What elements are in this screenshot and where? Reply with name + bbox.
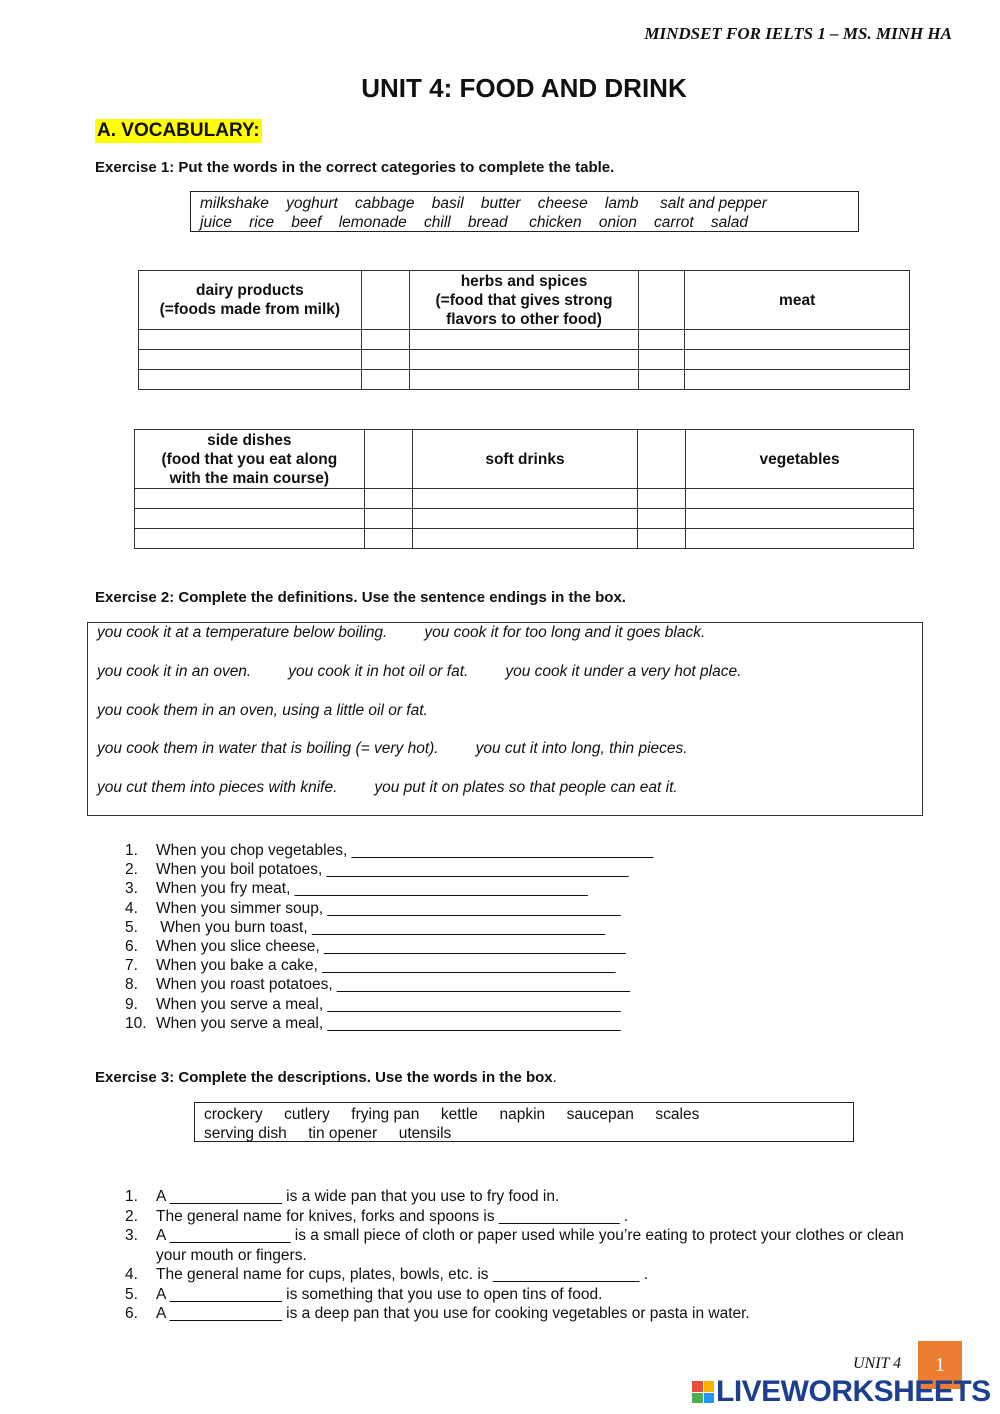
answer-cell[interactable] — [412, 509, 638, 529]
exercise-3-word-box — [194, 1102, 854, 1142]
question-item[interactable]: 3. A ______________ is a small piece of cloth or paper used while you’re eating to protect your clothes or clean your mouth or fingers. — [125, 1227, 904, 1264]
answer-cell[interactable] — [685, 350, 910, 370]
endings-row — [97, 663, 778, 681]
question-item[interactable]: 7. When you bake a cake, __________________________________ — [125, 957, 616, 975]
ending-item: you cook them in an oven, using a little oil or fat. — [97, 702, 428, 719]
table-row — [135, 529, 914, 549]
question-item[interactable]: 10. When you serve a meal, __________________________________ — [125, 1014, 621, 1032]
ending-item: you cook it in hot oil or fat. — [288, 663, 469, 680]
answer-cell[interactable] — [638, 529, 686, 549]
header-soft-drinks: soft drinks — [412, 430, 638, 489]
question-item[interactable]: 6. When you slice cheese, ___________________________________ — [125, 938, 626, 956]
answer-cell[interactable] — [685, 330, 910, 350]
question-item[interactable]: 5. When you burn toast, __________________________________ — [125, 918, 606, 936]
answer-cell[interactable] — [638, 489, 686, 509]
question-item[interactable]: 6. A _____________ is a deep pan that you use for cooking vegetables or pasta in water. — [125, 1305, 750, 1322]
header-meat: meat — [685, 271, 910, 330]
table-row — [139, 330, 910, 350]
answer-cell[interactable] — [135, 509, 365, 529]
exercise-1-word-box — [190, 191, 859, 232]
answer-cell[interactable] — [409, 370, 639, 390]
blank-cell[interactable] — [638, 430, 686, 489]
header-dairy-products: dairy products (=foods made from milk) — [139, 271, 362, 330]
endings-row — [97, 740, 725, 758]
answer-cell[interactable] — [361, 350, 409, 370]
table-row — [139, 370, 910, 390]
answer-cell[interactable] — [686, 489, 914, 509]
document-header: MINDSET FOR IELTS 1 – MS. MINH HA — [644, 24, 952, 43]
table-row — [139, 350, 910, 370]
logo-grid-icon — [692, 1381, 714, 1403]
header-herbs-and-spices: herbs and spices (=food that gives strong flavors to other food) — [409, 271, 639, 330]
answer-cell[interactable] — [686, 529, 914, 549]
header-vegetables: vegetables — [686, 430, 914, 489]
endings-row — [97, 702, 465, 720]
answer-cell[interactable] — [412, 529, 638, 549]
header-side-dishes: side dishes (food that you eat along with the main course) — [135, 430, 365, 489]
answer-cell[interactable] — [361, 330, 409, 350]
word-box-line-2: serving dish tin opener utensils — [204, 1125, 452, 1142]
ending-item: you cook it under a very hot place. — [505, 663, 742, 680]
table-row — [135, 509, 914, 529]
answer-cell[interactable] — [139, 370, 362, 390]
answer-cell[interactable] — [135, 529, 365, 549]
question-item[interactable]: 2. When you boil potatoes, ___________________________________ — [125, 861, 629, 879]
exercise-1-title: Exercise 1: Put the words in the correct categories to complete the table. — [95, 159, 615, 176]
answer-cell[interactable] — [139, 350, 362, 370]
logo-text: LIVEWORKSHEETS — [716, 1375, 991, 1408]
question-item[interactable]: 9. When you serve a meal, __________________________________ — [125, 995, 621, 1013]
answer-cell[interactable] — [364, 529, 412, 549]
exercise-3-title: Exercise 3: Complete the descriptions. Use the words in the box. — [95, 1069, 557, 1086]
question-item[interactable]: 1. When you chop vegetables, ___________________________________ — [125, 842, 654, 859]
category-table-1 — [138, 270, 910, 390]
question-item[interactable]: 2. The general name for knives, forks and spoons is ______________ . — [125, 1207, 629, 1225]
endings-row — [97, 624, 742, 642]
question-item[interactable]: 4. When you simmer soup, __________________________________ — [125, 899, 621, 917]
answer-cell[interactable] — [639, 350, 685, 370]
blank-cell[interactable] — [364, 430, 412, 489]
ending-item: you put it on plates so that people can eat it. — [374, 779, 678, 796]
question-item[interactable]: 4. The general name for cups, plates, bowls, etc. is _________________ . — [125, 1266, 649, 1283]
answer-cell[interactable] — [638, 509, 686, 529]
answer-cell[interactable] — [639, 330, 685, 350]
answer-cell[interactable] — [409, 330, 639, 350]
answer-cell[interactable] — [686, 509, 914, 529]
ending-item: you cook them in water that is boiling (= very hot). — [97, 740, 439, 757]
word-box-line-2: juice rice beef lemonade chill bread chicken onion carrot salad — [200, 214, 748, 231]
blank-cell[interactable] — [639, 271, 685, 330]
exercise-3-questions — [125, 1187, 936, 1324]
question-item[interactable]: 3. When you fry meat, __________________________________ — [125, 880, 588, 898]
word-box-line-1: crockery cutlery frying pan kettle napkin saucepan scales — [204, 1106, 700, 1123]
answer-cell[interactable] — [135, 489, 365, 509]
exercise-2-title: Exercise 2: Complete the definitions. Use the sentence endings in the box. — [95, 589, 626, 606]
question-item[interactable]: 8. When you roast potatoes, __________________________________ — [125, 976, 631, 994]
answer-cell[interactable] — [361, 370, 409, 390]
answer-cell[interactable] — [409, 350, 639, 370]
sentence-endings-box — [87, 622, 923, 816]
ending-item: you cook it for too long and it goes black. — [424, 624, 706, 641]
exercise-2-questions — [125, 841, 653, 1033]
word-box-line-1: milkshake yoghurt cabbage basil butter cheese lamb salt and pepper — [200, 195, 767, 212]
ending-item: you cut it into long, thin pieces. — [475, 740, 688, 757]
answer-cell[interactable] — [639, 370, 685, 390]
question-item[interactable]: 1. A _____________ is a wide pan that you use to fry food in. — [125, 1188, 560, 1205]
category-table-2 — [134, 429, 914, 549]
blank-cell[interactable] — [361, 271, 409, 330]
table-row — [135, 489, 914, 509]
answer-cell[interactable] — [412, 489, 638, 509]
question-item[interactable]: 5. A _____________ is something that you use to open tins of food. — [125, 1285, 603, 1303]
liveworksheets-logo[interactable] — [692, 1375, 991, 1409]
section-heading-vocabulary: A. VOCABULARY: — [97, 120, 260, 141]
ending-item: you cook it at a temperature below boiling. — [97, 624, 388, 641]
unit-title: UNIT 4: FOOD AND DRINK — [361, 73, 687, 103]
answer-cell[interactable] — [685, 370, 910, 390]
answer-cell[interactable] — [139, 330, 362, 350]
answer-cell[interactable] — [364, 509, 412, 529]
ending-item: you cut them into pieces with knife. — [97, 779, 338, 796]
endings-row — [97, 779, 715, 797]
footer-unit-label: UNIT 4 — [853, 1355, 902, 1372]
page-number-badge: 1 — [918, 1341, 962, 1389]
answer-cell[interactable] — [364, 489, 412, 509]
ending-item: you cook it in an oven. — [97, 663, 252, 680]
